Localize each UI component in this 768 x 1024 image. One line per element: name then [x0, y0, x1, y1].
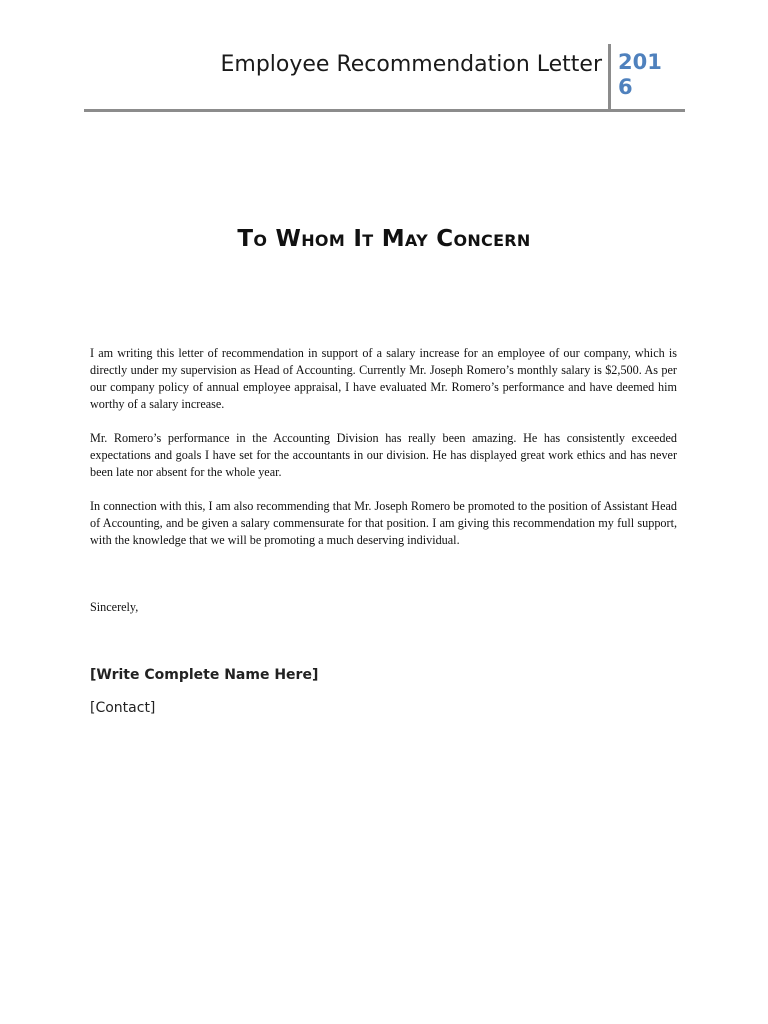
signature-name: [Write Complete Name Here]: [90, 667, 319, 683]
header-divider-horizontal: [84, 109, 685, 112]
signature-contact: [Contact]: [90, 700, 156, 716]
letter-paragraph: In connection with this, I am also recommending that Mr. Joseph Romero be promoted to the position of Assistant Head of Accounting, and be given a salary commensurate for that position. I am giving this recommendation my full support, with the knowledge that we will be promoting a much deserving individual.: [90, 499, 677, 547]
letter-closing: Sincerely,: [90, 600, 139, 614]
document-year: 2016: [618, 50, 662, 99]
letter-body: [90, 345, 677, 566]
header-divider-vertical: [608, 44, 611, 112]
letter-salutation: To Whom It May Concern: [237, 226, 531, 252]
document-title: Employee Recommendation Letter: [220, 52, 602, 77]
letter-paragraph: I am writing this letter of recommendation in support of a salary increase for an employee of our company, which is directly under my supervision as Head of Accounting. Currently Mr. Joseph Romero’s monthly salary is $2,500. As per our company policy of annual employee appraisal, I have evaluated Mr. Romero’s performance and have deemed him worthy of a salary increase.: [90, 346, 677, 411]
letter-paragraph: Mr. Romero’s performance in the Accounting Division has really been amazing. He has consistently exceeded expectations and goals I have set for the accountants in our division. He has displayed great work ethics and has never been late nor absent for the whole year.: [90, 431, 677, 479]
document-header: [84, 44, 684, 112]
